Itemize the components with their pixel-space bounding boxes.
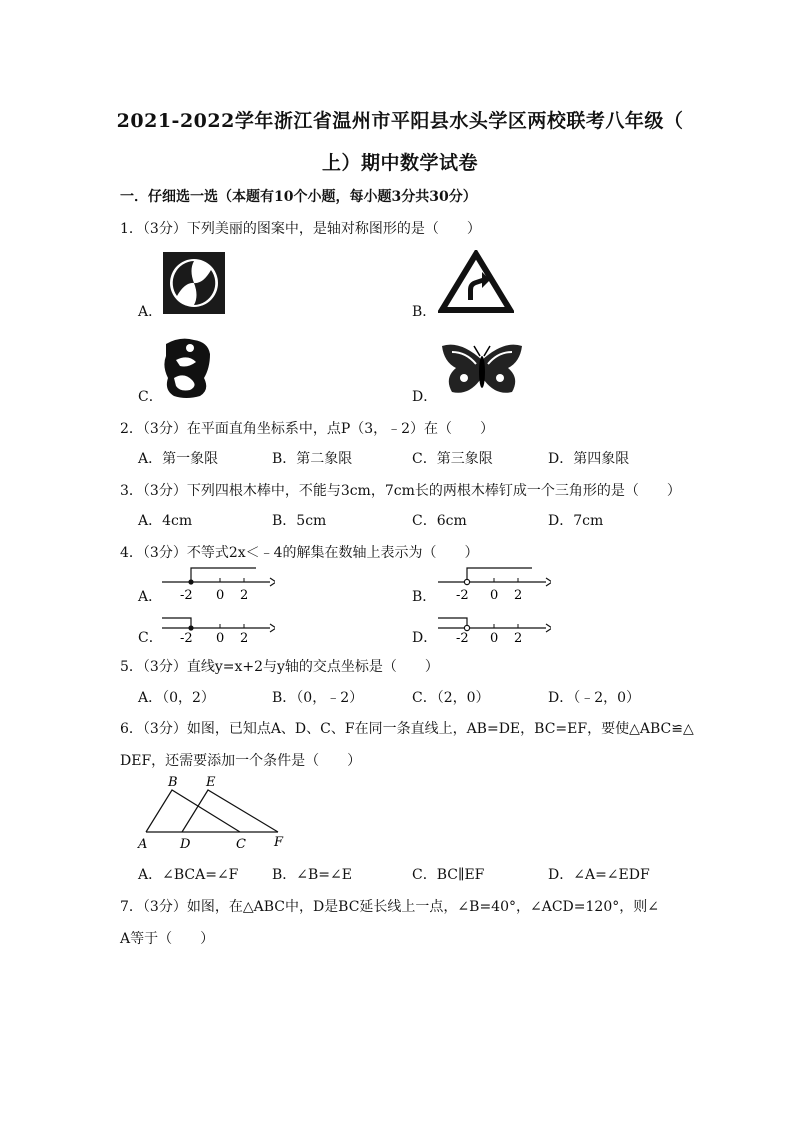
question-7-line1: 7．（3分）如图，在△ABC中，D是BC延长线上一点，∠B=40°，∠ACD=120°，则∠ (120, 899, 659, 915)
section-heading: 一．仔细选一选（本题有10个小题，每小题3分共30分） (120, 189, 477, 205)
tick-label: 2 (240, 588, 249, 603)
tick-label: 0 (216, 588, 225, 603)
question-5: 5．（3分）直线y=x+2与y轴的交点坐标是（ ） (120, 659, 439, 675)
q1-option-b-label: B． (412, 304, 437, 320)
q3-option-d: D．7cm (548, 513, 604, 529)
q2-option-b: B．第二象限 (272, 451, 353, 467)
q1-option-b-warning-sign-icon (438, 250, 514, 314)
q6-option-b: B．∠B=∠E (272, 867, 352, 883)
q6-option-c: C．BC∥EF (412, 867, 485, 883)
tick-label: -2 (180, 631, 193, 646)
q5-option-c: C．（2，0） (412, 690, 490, 706)
q5-option-a: A．（0，2） (138, 690, 215, 706)
q4-option-c-label: C． (138, 630, 163, 646)
tick-label: 2 (240, 631, 249, 646)
tick-label: 0 (490, 588, 499, 603)
q4-option-d-number-line (436, 606, 551, 646)
q2-option-c: C．第三象限 (412, 451, 493, 467)
tick-label: -2 (456, 631, 469, 646)
q1-option-c-label: C． (138, 389, 163, 405)
tick-label: 2 (514, 588, 523, 603)
q4-option-c-number-line (160, 606, 275, 646)
q4-option-a-label: A． (138, 589, 163, 605)
q4-option-a-number-line (160, 566, 275, 606)
q6-option-d: D．∠A=∠EDF (548, 867, 650, 883)
question-2: 2．（3分）在平面直角坐标系中，点P（3，﹣2）在（ ） (120, 421, 495, 437)
q1-option-a-emblem-icon (163, 252, 225, 314)
question-1: 1．（3分）下列美丽的图案中，是轴对称图形的是（ ） (120, 221, 481, 237)
page-title-line1: 2021-2022学年浙江省温州市平阳县水头学区两校联考八年级（ (116, 110, 684, 132)
q1-option-d-butterfly-icon (440, 340, 524, 402)
q2-option-d: D．第四象限 (548, 451, 630, 467)
tick-label: -2 (456, 588, 469, 603)
label-e: E (206, 775, 216, 790)
label-b: B (168, 775, 178, 790)
label-a: A (138, 837, 148, 852)
q3-option-a: A．4cm (138, 513, 193, 529)
tick-label: 0 (216, 631, 225, 646)
question-7-line2: A等于（ ） (120, 931, 215, 947)
q6-triangle-figure (130, 772, 290, 854)
q6-option-a: A．∠BCA=∠F (138, 867, 239, 883)
q5-option-d: D．（﹣2，0） (548, 690, 641, 706)
question-6-line1: 6．（3分）如图，已知点A、D、C、F在同一条直线上，AB=DE，BC=EF，要使△ABC≌△ (120, 721, 694, 737)
q1-option-a-label: A． (138, 304, 163, 320)
question-4: 4．（3分）不等式2x＜﹣4的解集在数轴上表示为（ ） (120, 545, 479, 561)
label-f: F (274, 835, 284, 850)
tick-label: 2 (514, 631, 523, 646)
q4-option-b-label: B． (412, 589, 437, 605)
q1-option-c-seal-icon (160, 334, 214, 400)
q3-option-c: C．6cm (412, 513, 467, 529)
page-title-line2: 上）期中数学试卷 (321, 152, 478, 174)
tick-label: 0 (490, 631, 499, 646)
question-3: 3．（3分）下列四根木棒中，不能与3cm，7cm长的两根木棒钉成一个三角形的是（ ） (120, 483, 681, 499)
q4-option-d-label: D． (412, 630, 438, 646)
q5-option-b: B．（0，﹣2） (272, 690, 364, 706)
q3-option-b: B．5cm (272, 513, 327, 529)
question-6-line2: DEF，还需要添加一个条件是（ ） (120, 753, 362, 769)
tick-label: -2 (180, 588, 193, 603)
q4-option-b-number-line (436, 566, 551, 606)
q2-option-a: A．第一象限 (138, 451, 219, 467)
q1-option-d-label: D． (412, 389, 438, 405)
label-d: D (180, 837, 191, 852)
label-c: C (236, 837, 246, 852)
